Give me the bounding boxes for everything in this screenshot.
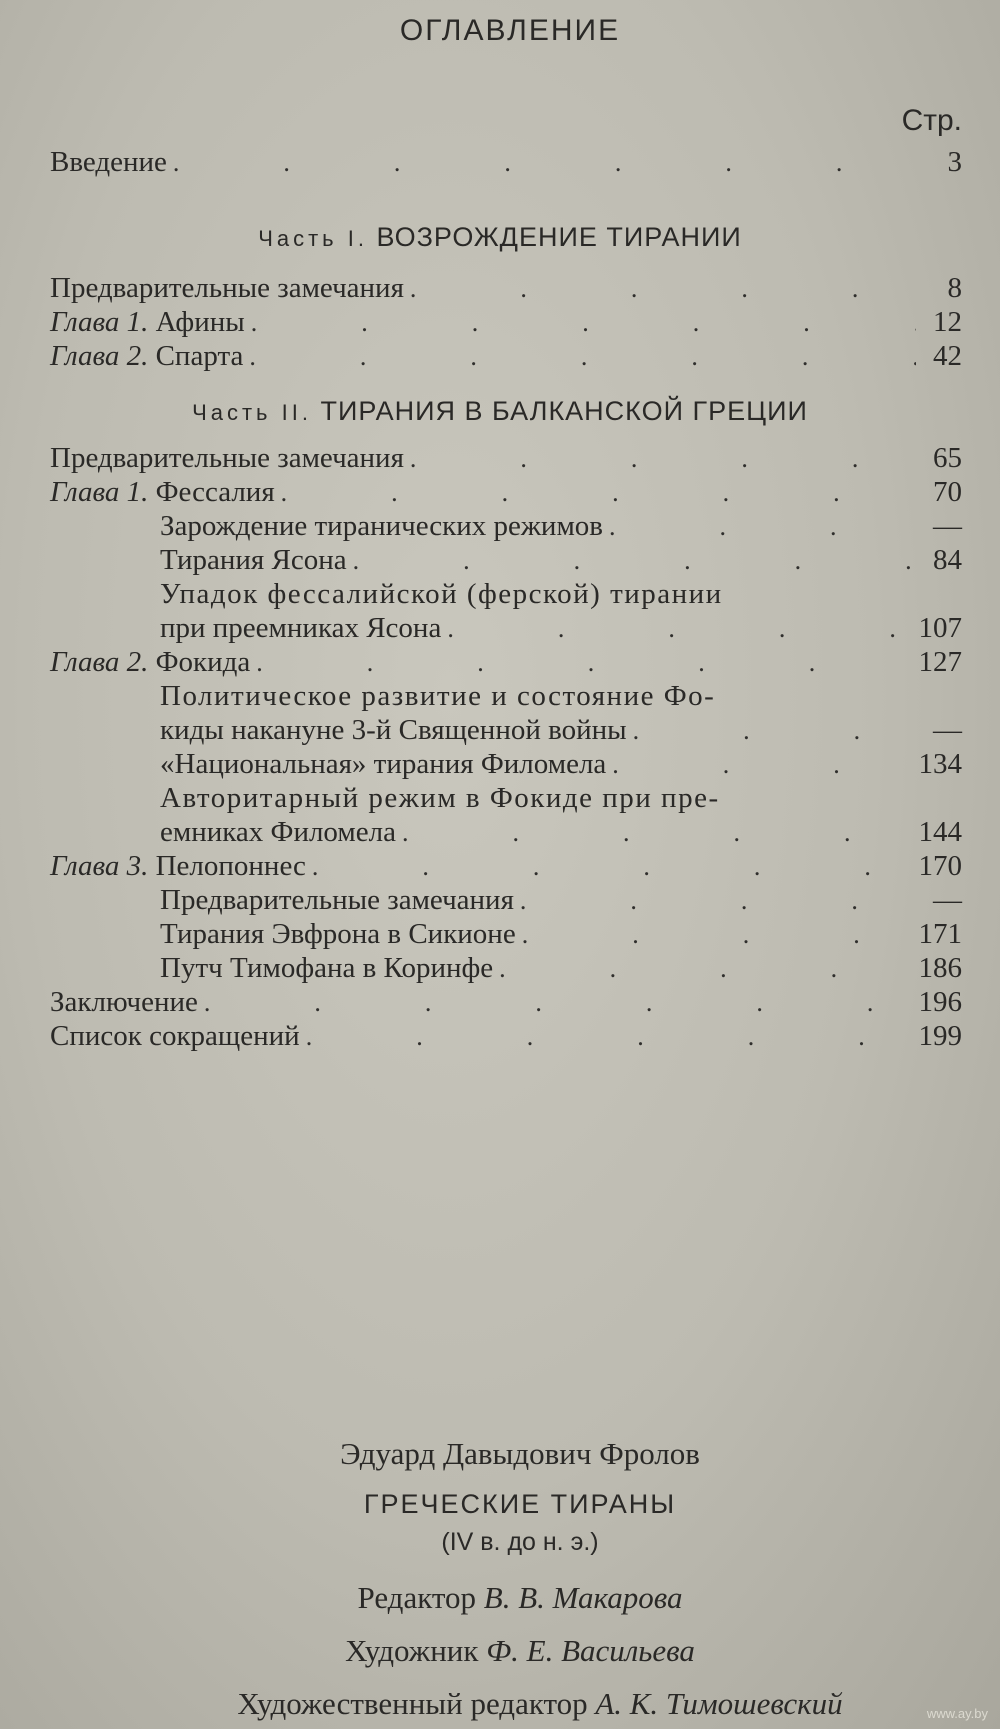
toc-entry-page: 134 xyxy=(918,748,962,780)
toc-entry-title: Фокида xyxy=(155,646,251,678)
imprint-century: (IV в. до н. э.) xyxy=(441,1528,599,1556)
toc-subentry xyxy=(160,714,962,748)
leader-dots xyxy=(312,852,913,882)
leader-dots xyxy=(281,478,916,508)
toc-entry xyxy=(50,146,962,180)
leader-dots xyxy=(249,342,916,372)
part-heading xyxy=(0,222,1000,253)
toc-entry-page: 144 xyxy=(918,816,962,848)
chapter-prefix: Глава 3. xyxy=(50,850,149,882)
toc-entry-title: Предварительные замечания xyxy=(160,884,514,916)
toc-subentry xyxy=(160,816,962,850)
toc-entry-title: Путч Тимофана в Коринфе xyxy=(160,952,494,984)
toc-entry-title: Афины xyxy=(155,306,245,338)
leader-dots xyxy=(520,886,916,916)
chapter-prefix: Глава 2. xyxy=(50,340,149,372)
toc-entry-title: Пелопоннес xyxy=(155,850,306,882)
leader-dots xyxy=(402,818,913,848)
leader-dots xyxy=(173,148,916,178)
toc-entry-title: Список сокращений xyxy=(50,1020,300,1052)
leader-dots xyxy=(609,512,916,542)
toc-entry-title: Зарождение тиранических режимов xyxy=(160,510,603,542)
toc-entry-title: Введение xyxy=(50,146,167,178)
contents-heading: ОГЛАВЛЕНИЕ xyxy=(399,14,621,47)
toc-entry-page: 70 xyxy=(933,476,962,508)
toc-entry-title: Предварительные замечания xyxy=(50,272,404,304)
imprint-book-title: ГРЕЧЕСКИЕ ТИРАНЫ xyxy=(363,1489,677,1519)
toc-subentry-line1: Упадок фессалийской (ферской) тирании xyxy=(160,578,723,610)
leader-dots xyxy=(306,1022,913,1052)
toc-subentry xyxy=(160,748,962,782)
imprint-artist xyxy=(0,1633,1000,1669)
toc-entry-title: киды накануне 3-й Священной войны xyxy=(160,714,627,746)
toc-entry-page: 127 xyxy=(918,646,962,678)
toc-subentry xyxy=(160,918,962,952)
toc-entry-page: 84 xyxy=(933,544,962,576)
editor-name: В. В. Макарова xyxy=(483,1580,683,1615)
leader-dots xyxy=(353,546,916,576)
artist-name: Ф. Е. Васильева xyxy=(486,1633,695,1668)
toc-entry-page: 196 xyxy=(918,986,962,1018)
toc-entry-title: «Национальная» тирания Филомела xyxy=(160,748,607,780)
toc-subentry-line1: Авторитарный режим в Фокиде при пре- xyxy=(160,782,720,814)
toc-entry-page: 186 xyxy=(918,952,962,984)
toc-entry xyxy=(50,306,962,340)
toc-subentry-line1: Политическое развитие и состояние Фо- xyxy=(160,680,716,712)
toc-entry-page: 3 xyxy=(947,146,962,178)
part-title: ВОЗРОЖДЕНИЕ ТИРАНИИ xyxy=(376,222,742,252)
imprint-author: Эдуард Давыдович Фролов xyxy=(340,1436,700,1471)
toc-entry xyxy=(50,442,962,476)
toc-entry-page: 107 xyxy=(918,612,962,644)
part-heading xyxy=(0,396,1000,427)
toc-subentry xyxy=(160,612,962,646)
toc-subentry xyxy=(160,952,962,986)
leader-dots xyxy=(499,954,912,984)
art-editor-role: Художественный редактор xyxy=(237,1686,588,1721)
toc-entry xyxy=(50,850,962,884)
page-column-label: Стр. xyxy=(901,104,962,137)
toc-entry-page: — xyxy=(933,884,962,916)
leader-dots xyxy=(522,920,913,950)
toc-entry-page: 12 xyxy=(933,306,962,338)
toc-entry xyxy=(50,1020,962,1054)
toc-subentry xyxy=(160,510,962,544)
watermark: www.ay.by xyxy=(926,1706,988,1721)
artist-role: Художник xyxy=(345,1633,479,1668)
leader-dots xyxy=(447,614,912,644)
toc-entry-page: 8 xyxy=(947,272,962,304)
toc-subentry xyxy=(160,544,962,578)
leader-dots xyxy=(251,308,916,338)
editor-role: Редактор xyxy=(357,1580,477,1615)
leader-dots xyxy=(612,750,912,780)
art-editor-name: А. К. Тимошевский xyxy=(595,1686,843,1721)
imprint-editor xyxy=(0,1580,1000,1616)
chapter-prefix: Глава 2. xyxy=(50,646,149,678)
toc-entry-page: 170 xyxy=(918,850,962,882)
toc-entry-title: Тирания Эвфрона в Сикионе xyxy=(160,918,516,950)
toc-entry-title: Спарта xyxy=(155,340,244,372)
part-title: ТИРАНИЯ В БАЛКАНСКОЙ ГРЕЦИИ xyxy=(320,396,808,426)
toc-subentry xyxy=(160,884,962,918)
toc-entry-title: при преемниках Ясона xyxy=(160,612,442,644)
toc-entry-title: емниках Филомела xyxy=(160,816,396,848)
toc-entry xyxy=(50,340,962,374)
part-label: Часть I. xyxy=(258,226,368,251)
toc-entry-page: 171 xyxy=(918,918,962,950)
leader-dots xyxy=(633,716,916,746)
imprint-art-editor xyxy=(0,1686,1000,1722)
toc-entry-page: 199 xyxy=(918,1020,962,1052)
toc-entry-title: Предварительные замечания xyxy=(50,442,404,474)
toc-entry-title: Тирания Ясона xyxy=(160,544,347,576)
leader-dots xyxy=(204,988,913,1018)
toc-entry xyxy=(50,272,962,306)
toc-entry-page: 42 xyxy=(933,340,962,372)
leader-dots xyxy=(256,648,912,678)
toc-entry-title: Заключение xyxy=(50,986,198,1018)
toc-entry-page: — xyxy=(933,714,962,746)
toc-entry xyxy=(50,646,962,680)
toc-entry-page: — xyxy=(933,510,962,542)
toc-entry xyxy=(50,986,962,1020)
toc-entry xyxy=(50,476,962,510)
leader-dots xyxy=(410,274,916,304)
toc-entry-title: Фессалия xyxy=(155,476,275,508)
leader-dots xyxy=(410,444,916,474)
chapter-prefix: Глава 1. xyxy=(50,306,149,338)
part-label: Часть II. xyxy=(192,400,312,425)
toc-entry-page: 65 xyxy=(933,442,962,474)
chapter-prefix: Глава 1. xyxy=(50,476,149,508)
